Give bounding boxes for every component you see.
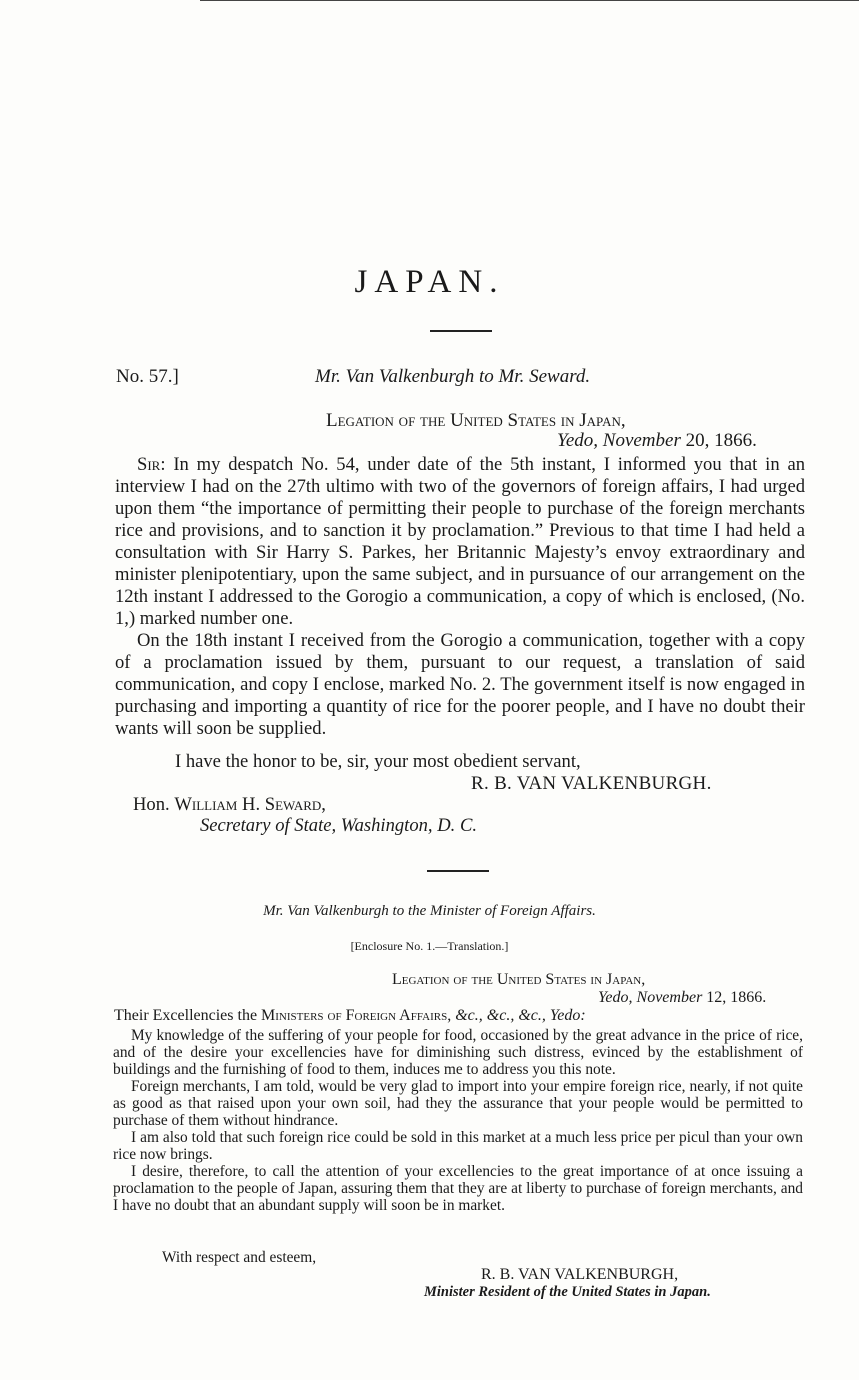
salutation-sir: Sir	[137, 454, 161, 475]
page-title: JAPAN.	[354, 264, 505, 300]
letter-date	[598, 989, 766, 1007]
date-rest: 20, 1866.	[685, 430, 757, 451]
date-place: Yedo,	[557, 430, 599, 451]
closing-line: With respect and esteem,	[162, 1249, 317, 1266]
letter-date	[557, 430, 757, 452]
body-paragraph: On the 18th instant I received from the Gorogio a communication, together with a copy of a proclamation issued by them, pursuant to our request, a translation of said communication, and copy I enclose, marked No. 2. The government itself is now engaged in purchasing and importing a quantity of rice for the poorer people, and I have no doubt their wants will soon be supplied.	[115, 630, 805, 739]
section-rule	[430, 330, 492, 332]
legation-line: Legation of the United States in Japan,	[326, 410, 626, 431]
enclosure-heading: Mr. Van Valkenburgh to the Minister of Foreign Affairs.	[263, 903, 596, 919]
date-month: November	[602, 430, 681, 451]
date-rest: 12, 1866.	[706, 989, 767, 1006]
date-month: November	[636, 989, 703, 1006]
addressee-fullname: William H. Seward,	[174, 794, 326, 815]
addressee-title: Secretary of State, Washington, D. C.	[200, 815, 477, 836]
body-paragraph: Foreign merchants, I am told, would be very glad to import into your empire foreign rice, nearly, if not quite as good as that raised upon your own soil, had they the assurance that your people would be permitted to purchase of them without hindrance.	[113, 1078, 803, 1129]
body-paragraph	[115, 454, 805, 630]
enclosure-label: [Enclosure No. 1.—Translation.]	[350, 939, 509, 953]
enclosure-body	[113, 1027, 803, 1214]
salutation-suffix: &c., &c., &c., Yedo:	[455, 1007, 586, 1024]
section-rule	[427, 870, 489, 872]
document-number: No. 57.]	[116, 366, 179, 387]
top-border-line	[200, 0, 859, 1]
body-paragraph: My knowledge of the suffering of your people for food, occasioned by the great advance in the price of rice, and of the desire your excellencies have for diminishing such distress, evinced by the establishment of buildings and the furnishing of food to them, induces me to address you this note.	[113, 1027, 803, 1078]
date-place: Yedo,	[598, 989, 633, 1006]
paragraph-text: : In my despatch No. 54, under date of the 5th instant, I informed you that in an interview I had on the 27th ultimo with two of the governors of foreign affairs, I had urged upon them “the importance of permitting their people to purchase of the foreign merchants rice and provisions, and to sanction it by proclamation.” Previous to that time I had held a consultation with Sir Harry S. Parkes, her Britannic Majesty’s envoy extraordinary and minister plenipotentiary, upon the same subject, and in pursuance of our arrangement on the 12th instant I addressed to the Gorogio a communication, a copy of which is enclosed, (No. 1,) marked number one.	[115, 454, 805, 629]
letter-body	[115, 454, 805, 740]
signature: R. B. VAN VALKENBURGH,	[481, 1266, 679, 1283]
salutation	[114, 1007, 586, 1025]
letter-heading: Mr. Van Valkenburgh to Mr. Seward.	[315, 366, 591, 387]
addressee-name	[133, 794, 326, 816]
signer-title: Minister Resident of the United States in Japan.	[424, 1284, 711, 1300]
body-paragraph: I am also told that such foreign rice could be sold in this market at a much less price per picul than your own rice now brings.	[113, 1129, 803, 1163]
legation-line: Legation of the United States in Japan,	[392, 971, 646, 988]
body-paragraph: I desire, therefore, to call the attention of your excellencies to the great importance of at once issuing a proclamation to the people of Japan, assuring them that they are at liberty to purchase of foreign merchants, and I have no doubt that an abundant supply will soon be in market.	[113, 1163, 803, 1214]
salutation-name: Ministers of Foreign Affairs,	[261, 1007, 452, 1024]
signature: R. B. VAN VALKENBURGH.	[471, 773, 712, 794]
closing-line: I have the honor to be, sir, your most obedient servant,	[175, 751, 581, 772]
salutation-prefix: Their Excellencies the	[114, 1007, 258, 1024]
addressee-prefix: Hon.	[133, 794, 170, 815]
